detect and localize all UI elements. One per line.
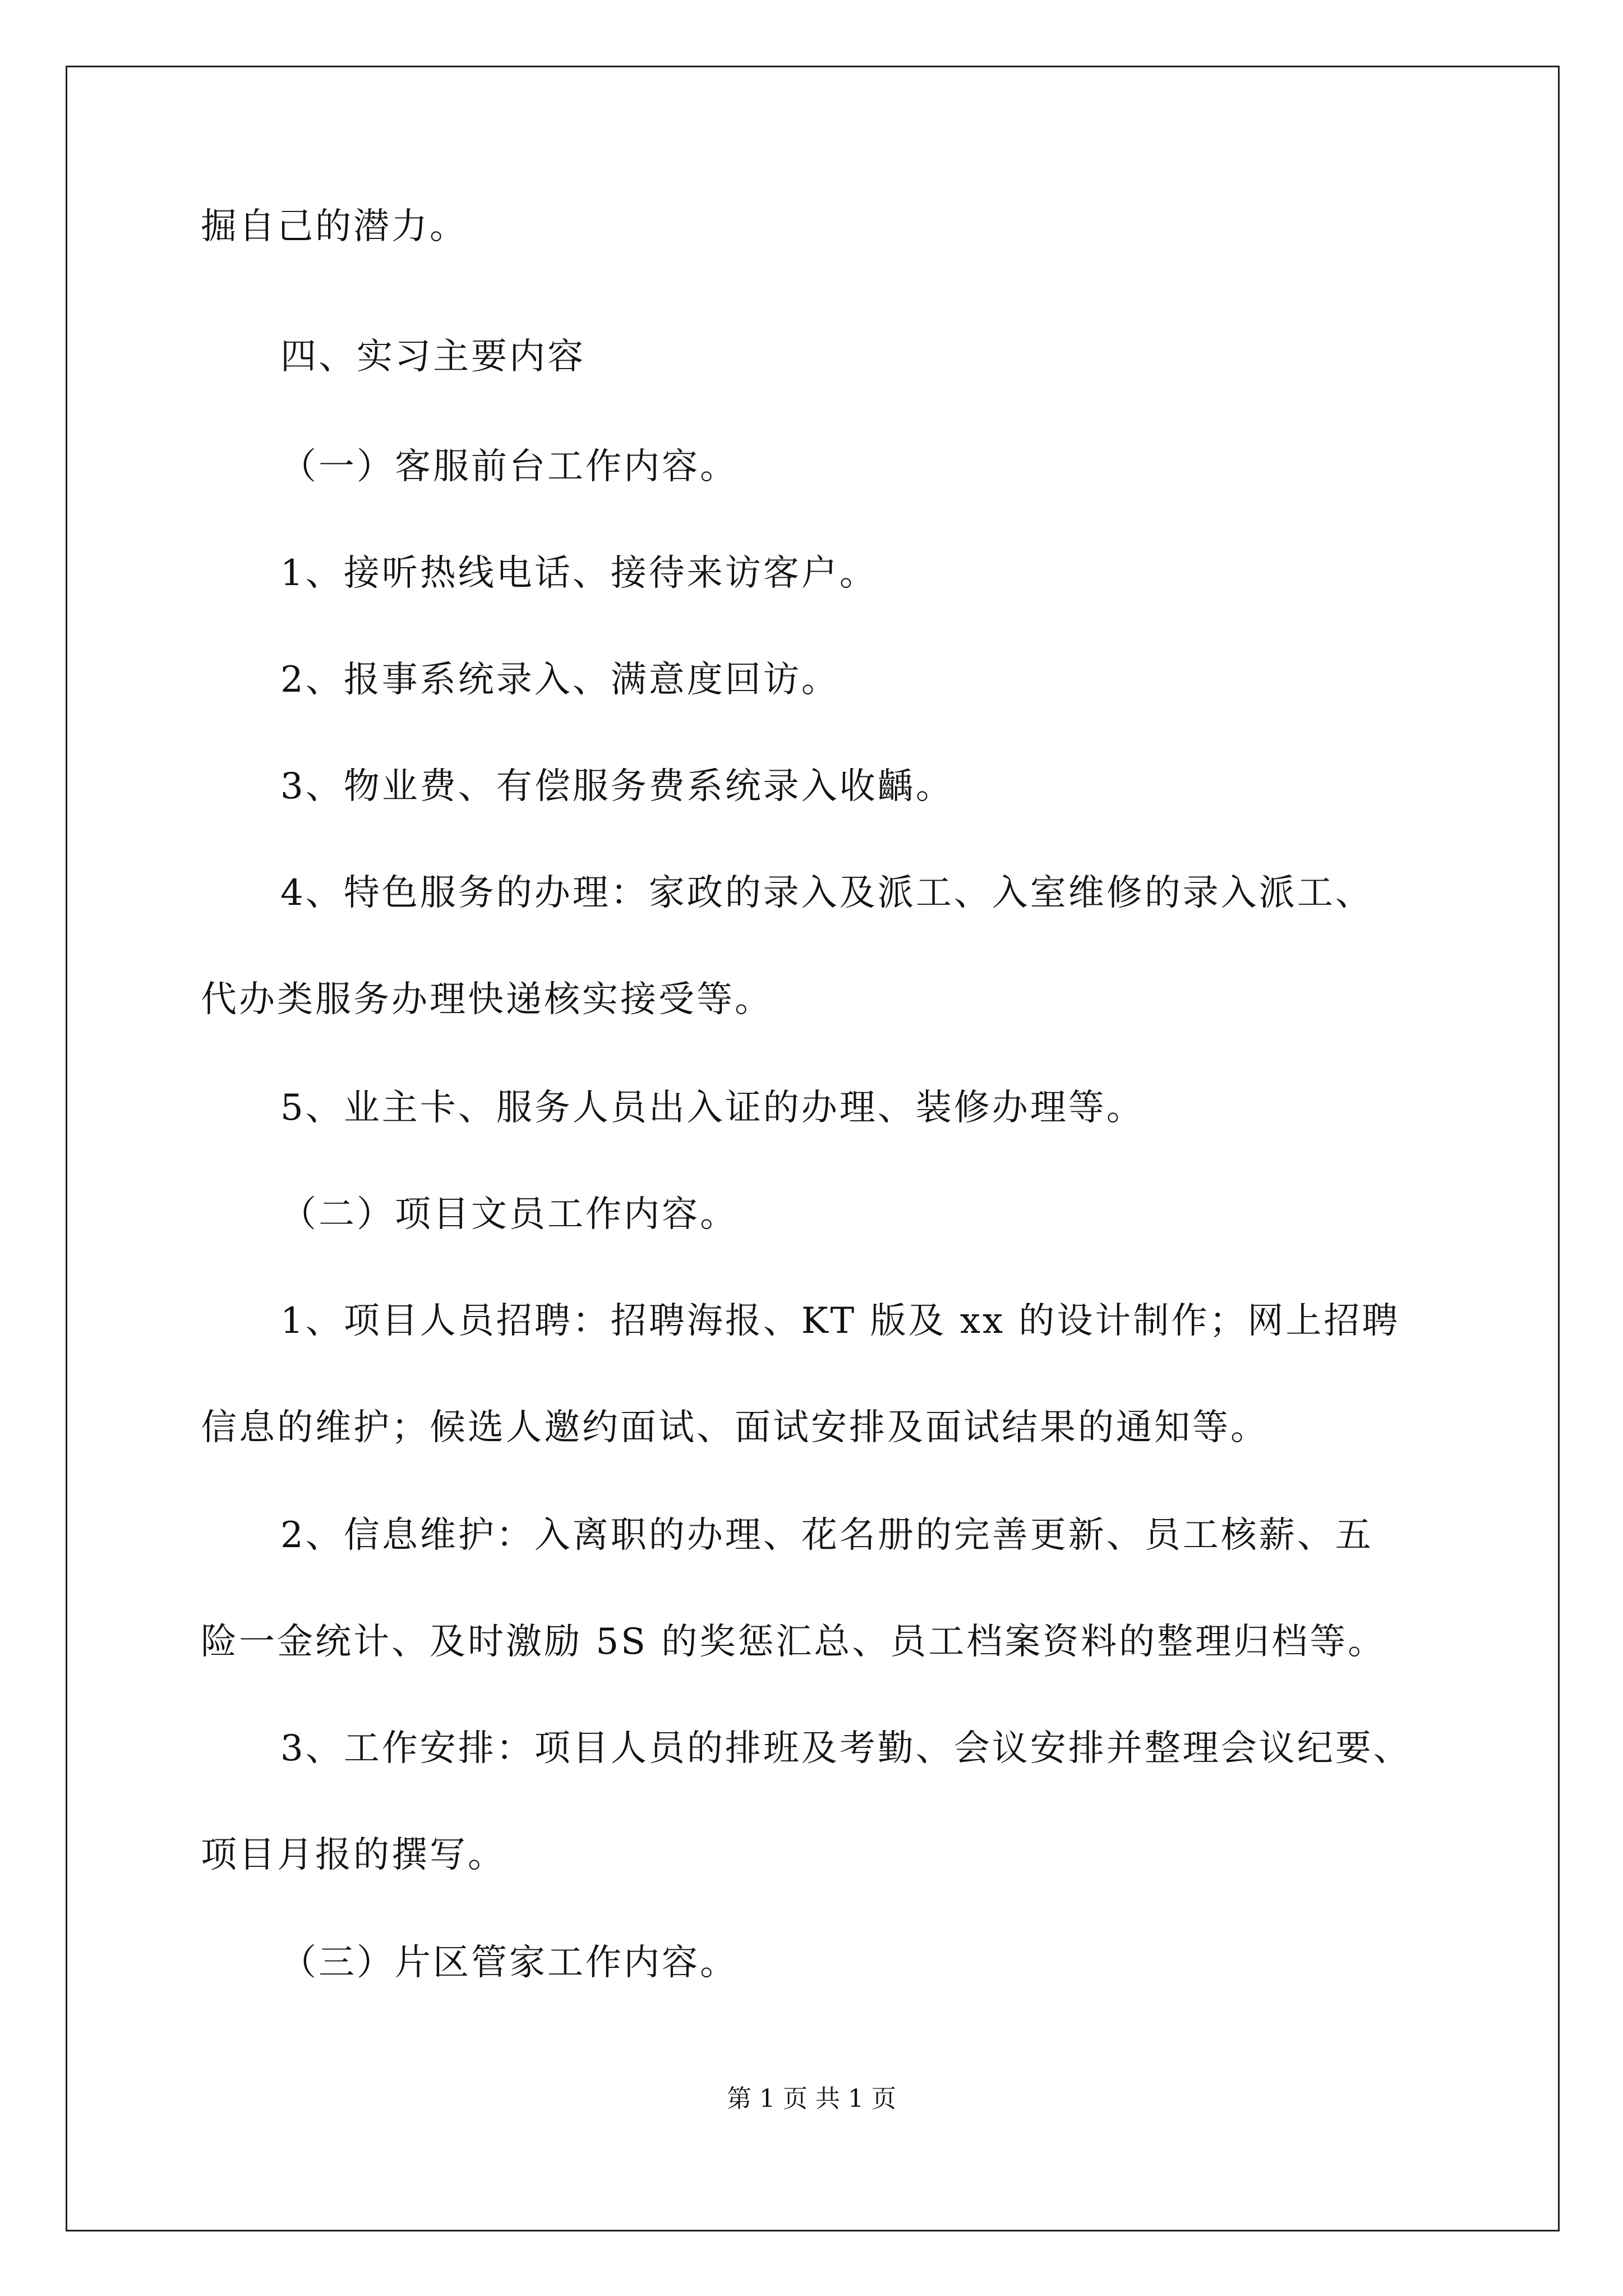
list-item-2-1-cont: 信息的维护；候选人邀约面试、面试安排及面试结果的通知等。 [201, 1407, 1269, 1448]
body-line-1: 掘自己的潜力。 [201, 206, 468, 247]
list-item-2-2-cont: 险一金统计、及时激励 5S 的奖惩汇总、员工档案资料的整理归档等。 [201, 1621, 1386, 1663]
subsection-heading-2: （二）项目文员工作内容。 [280, 1194, 738, 1235]
list-item-2-3: 3、工作安排：项目人员的排班及考勤、会议安排并整理会议纪要、 [280, 1728, 1412, 1769]
list-item-1-1: 1、接听热线电话、接待来访客户。 [280, 553, 878, 594]
list-item-1-2: 2、报事系统录入、满意度回访。 [280, 659, 840, 701]
list-item-2-2: 2、信息维护：入离职的办理、花名册的完善更新、员工核薪、五 [280, 1515, 1373, 1556]
subsection-heading-1: （一）客服前台工作内容。 [280, 446, 738, 487]
list-item-1-4: 4、特色服务的办理：家政的录入及派工、入室维修的录入派工、 [280, 872, 1373, 914]
list-item-1-4-cont: 代办类服务办理快递核实接受等。 [201, 979, 773, 1020]
page-border [66, 66, 1560, 2231]
list-item-2-1: 1、项目人员招聘：招聘海报、KT 版及 xx 的设计制作；网上招聘 [280, 1300, 1400, 1342]
list-item-1-3: 3、物业费、有偿服务费系统录入收齲。 [280, 766, 954, 807]
page-number: 第 1 页 共 1 页 [727, 2085, 896, 2113]
section-heading-4: 四、实习主要内容 [280, 336, 585, 378]
list-item-1-5: 5、业主卡、服务人员出入证的办理、装修办理等。 [280, 1087, 1145, 1129]
subsection-heading-3: （三）片区管家工作内容。 [280, 1942, 738, 1984]
list-item-2-3-cont: 项目月报的撰写。 [201, 1834, 506, 1876]
